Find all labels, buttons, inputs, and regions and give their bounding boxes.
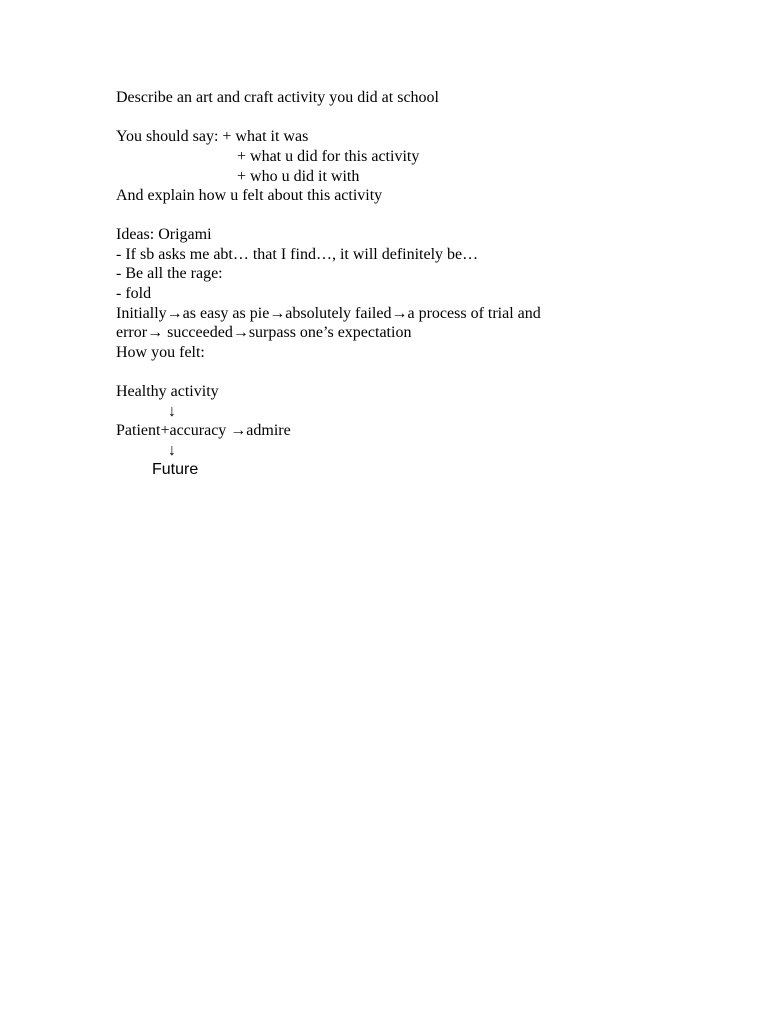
- process-line: error→ succeeded→surpass one’s expectation: [116, 324, 412, 341]
- down-arrow-icon: ↓: [168, 442, 176, 459]
- ideas-bullet: - If sb asks me abt… that I find…, it will definitely be…: [116, 246, 479, 263]
- flow-step: Future: [152, 461, 199, 478]
- flow-step: Healthy activity: [116, 383, 219, 400]
- down-arrow-icon: ↓: [168, 403, 176, 420]
- prompt-intro: You should say: + what it was: [116, 128, 309, 145]
- process-line: Initially→as easy as pie→absolutely failed→a process of trial and: [116, 305, 541, 322]
- prompt-explain: And explain how u felt about this activity: [116, 187, 383, 204]
- ideas-bullet: - fold: [116, 285, 152, 302]
- felt-heading: How you felt:: [116, 344, 205, 361]
- document-title: Describe an art and craft activity you did at school: [116, 89, 439, 106]
- ideas-bullet: - Be all the rage:: [116, 265, 223, 282]
- ideas-heading: Ideas: Origami: [116, 226, 212, 243]
- prompt-point: + who u did it with: [237, 168, 360, 185]
- prompt-point: + what u did for this activity: [237, 148, 420, 165]
- flow-step: Patient+accuracy →admire: [116, 422, 291, 439]
